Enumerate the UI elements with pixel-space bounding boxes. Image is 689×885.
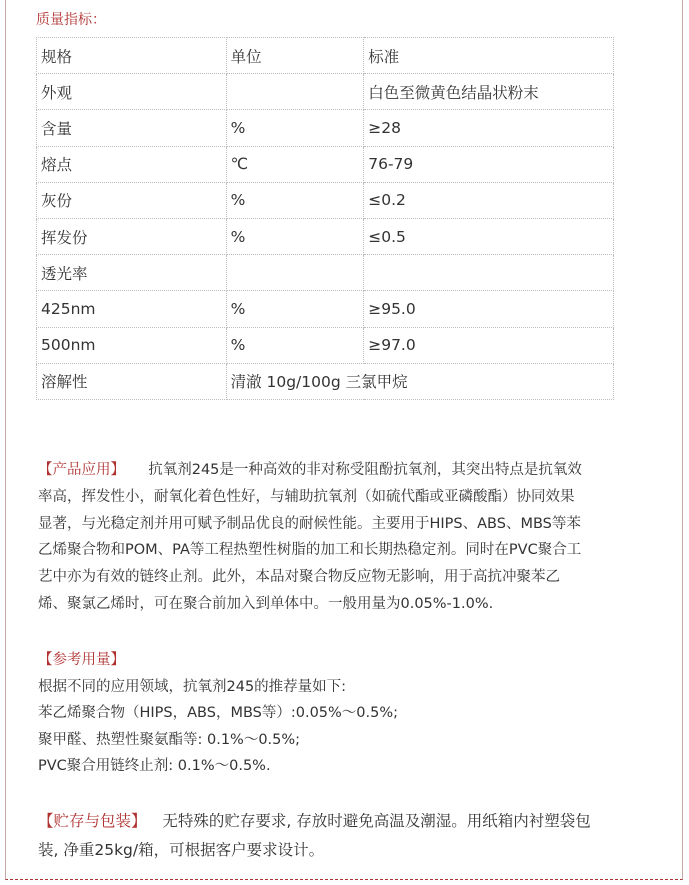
table-row — [37, 74, 614, 110]
table-cell: 含量 — [37, 110, 227, 146]
table-cell: 灰份 — [37, 182, 227, 218]
application-line: 率高，挥发性小，耐氧化着色性好，与辅助抗氧剂（如硫代酯或亚磷酸酯）协同效果 — [38, 488, 575, 505]
quality-heading: 质量指标： — [36, 12, 106, 28]
table-cell: % — [226, 327, 364, 363]
storage-section — [38, 807, 658, 865]
table-row — [37, 291, 614, 327]
application-section — [38, 457, 658, 618]
table-cell — [364, 255, 614, 291]
storage-line: 装, 净重25kg/箱，可根据客户要求设计。 — [38, 841, 325, 859]
table-cell: 外观 — [37, 74, 227, 110]
table-row-solubility — [37, 363, 614, 399]
table-row — [37, 182, 614, 218]
dosage-line: PVC聚合用链终止剂: 0.1%～0.5%. — [38, 758, 271, 774]
application-line: 艺中亦为有效的链终止剂。此外，本品对聚合物反应物无影响，用于高抗冲聚苯乙 — [38, 569, 560, 586]
application-line: 乙烯聚合物和POM、PA等工程热塑性树脂的加工和长期热稳定剂。同时在PVC聚合工 — [38, 542, 582, 559]
table-cell — [226, 74, 364, 110]
table-row — [37, 327, 614, 363]
dosage-tag: 【参考用量】 — [38, 652, 125, 668]
dosage-section — [38, 647, 658, 780]
table-cell: 熔点 — [37, 146, 227, 182]
table-cell: 白色至微黄色结晶状粉末 — [364, 74, 614, 110]
table-cell: 425nm — [37, 291, 227, 327]
storage-line-1 — [38, 807, 658, 836]
table-cell: 单位 — [226, 38, 364, 74]
application-line: 烯、聚氯乙烯时，可在聚合前加入到单体中。一般用量为0.05%-1.0%. — [38, 595, 494, 612]
table-cell: % — [226, 218, 364, 254]
table-cell: ≥97.0 — [364, 327, 614, 363]
table-cell: 挥发份 — [37, 218, 227, 254]
application-text: 抗氧剂245是一种高效的非对称受阻酚抗氧剂，其突出特点是抗氧效 — [148, 462, 582, 478]
table-cell: ℃ — [226, 146, 364, 182]
table-cell: 76-79 — [364, 146, 614, 182]
table-header-row — [37, 38, 614, 74]
quality-spec-table — [36, 37, 614, 400]
table-cell: ≥95.0 — [364, 291, 614, 327]
table-cell: 标准 — [364, 38, 614, 74]
table-cell: % — [226, 291, 364, 327]
table-row — [37, 218, 614, 254]
table-cell: 规格 — [37, 38, 227, 74]
application-tag: 【产品应用】 — [38, 462, 125, 478]
spec-table-body — [37, 38, 614, 400]
storage-text: 无特殊的贮存要求, 存放时避免高温及潮湿。用纸箱内衬塑袋包 — [162, 812, 591, 830]
table-cell: % — [226, 110, 364, 146]
dosage-line: 聚甲醛、热塑性聚氨酯等: 0.1%～0.5%; — [38, 731, 301, 748]
table-row — [37, 110, 614, 146]
table-cell: ≥28 — [364, 110, 614, 146]
application-line-1 — [38, 457, 658, 484]
application-line: 显著，与光稳定剂并用可赋予制品优良的耐候性能。主要用于HIPS、ABS、MBS等苯 — [38, 515, 581, 532]
table-cell — [226, 255, 364, 291]
table-cell: % — [226, 182, 364, 218]
storage-tag: 【贮存与包装】 — [38, 812, 147, 830]
table-row — [37, 146, 614, 182]
table-cell: ≤0.2 — [364, 182, 614, 218]
solubility-value: 清澈 10g/100g 三氯甲烷 — [226, 363, 613, 399]
table-row — [37, 255, 614, 291]
dosage-line: 根据不同的应用领域，抗氧剂245的推荐量如下: — [38, 678, 347, 695]
solubility-label: 溶解性 — [37, 363, 227, 399]
table-cell: ≤0.5 — [364, 218, 614, 254]
table-cell: 透光率 — [37, 255, 227, 291]
table-cell: 500nm — [37, 327, 227, 363]
dosage-line: 苯乙烯聚合物（HIPS，ABS，MBS等）:0.05%～0.5%; — [38, 705, 399, 721]
